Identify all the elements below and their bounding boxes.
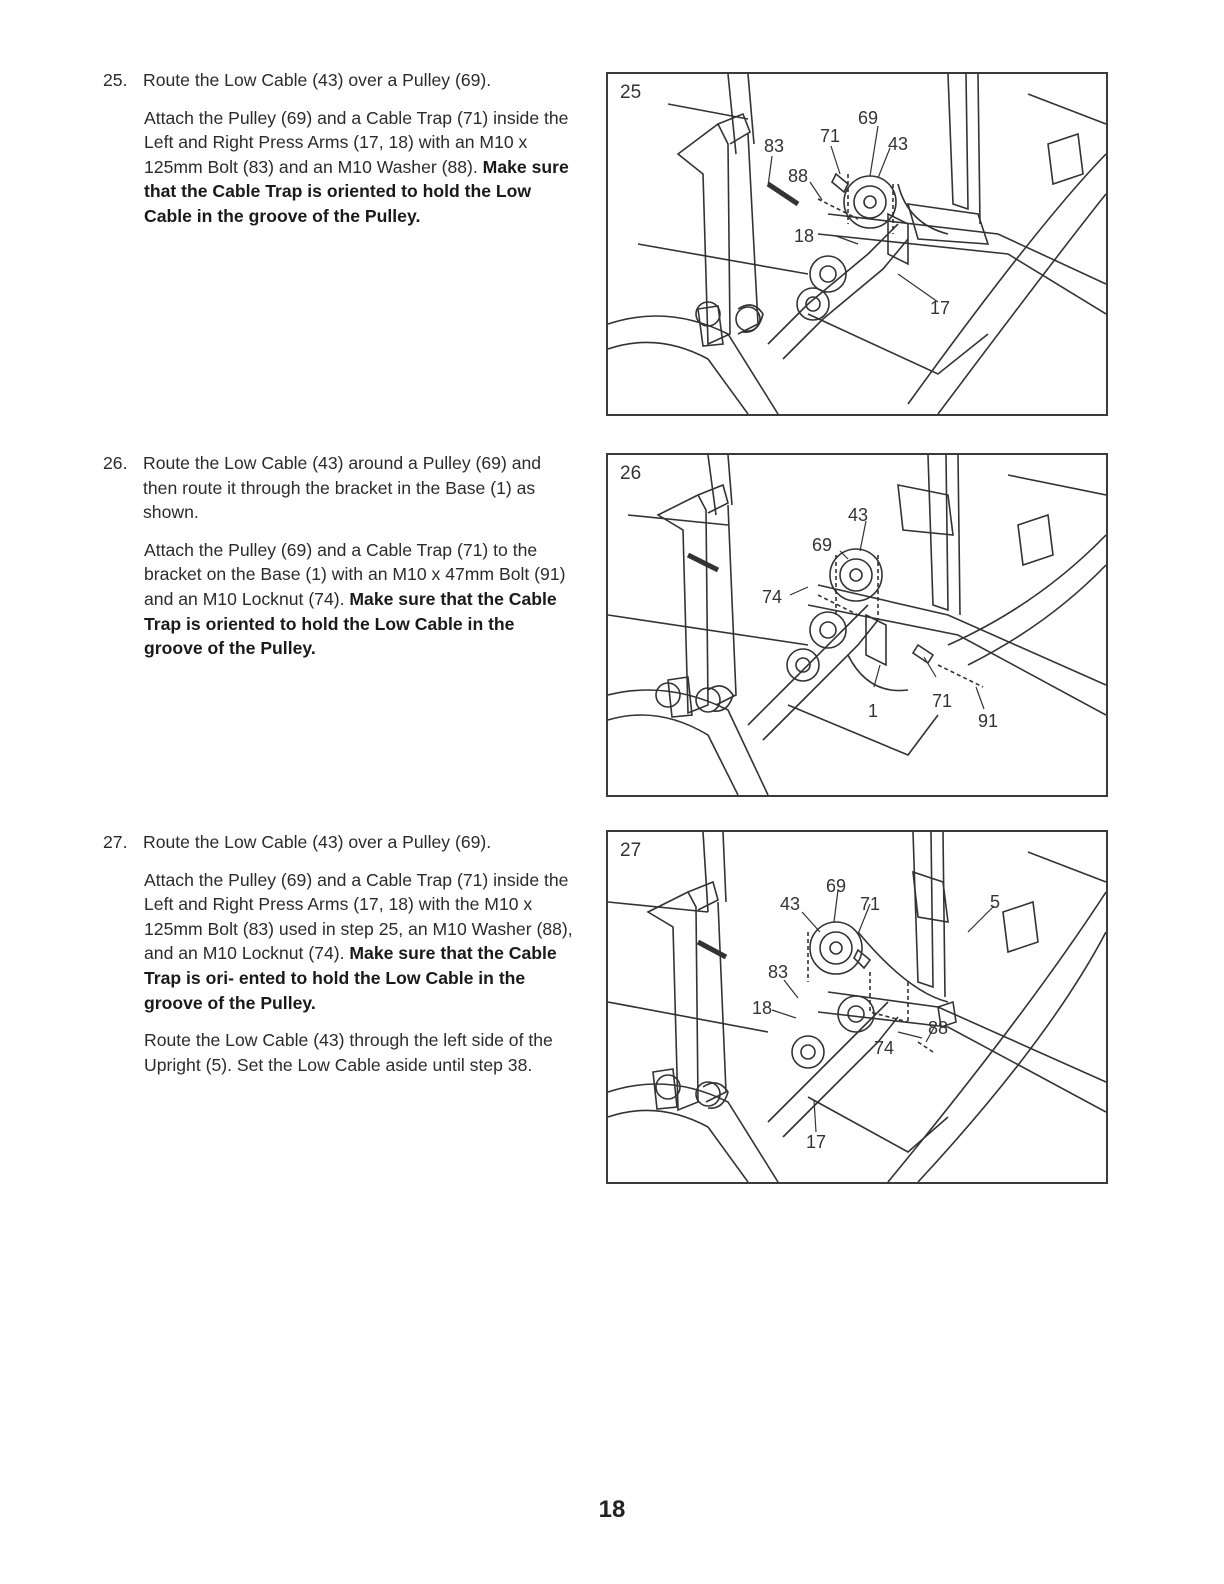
callout-43: 43 [780,894,801,914]
callout-71: 71 [860,894,881,914]
callout-17: 17 [806,1132,827,1152]
callout-18: 18 [752,998,773,1018]
step-heading: 27. Route the Low Cable (43) over a Pulley (69). [103,832,492,852]
figure-label: 25 [620,82,642,103]
callout-83: 83 [768,962,789,982]
callout-43: 43 [888,134,909,154]
step-instructions: Attach the Pulley (69) and a Cable Trap (71) inside the Left and Right Press Arms (17, 18) with the M10 x 125mm Bolt (83) used in step 25, an M10 Washer (88), and an M10 Locknut (74). Make sure that the Cable Trap is ori- ented to hold the Low Cable in the groove of the Pulley. [144,869,573,1013]
callout-71: 71 [820,126,841,146]
callout-17: 17 [930,298,951,318]
step-26 [104,451,574,661]
figure-label: 26 [620,463,642,484]
step-heading: 25. Route the Low Cable (43) over a Pulley (69). [103,70,492,90]
callout-88: 88 [928,1018,949,1038]
figure-25 [606,72,1108,416]
callout-71: 71 [932,691,953,711]
figure-label: 27 [620,840,642,861]
assembly-illustration [608,832,1106,1182]
figure-27 [606,830,1108,1184]
callout-43: 43 [848,505,869,525]
step-instructions-2: Route the Low Cable (43) through the left side of the Upright (5). Set the Low Cable aside until step 38. [144,1030,553,1075]
callout-69: 69 [812,535,833,555]
step-heading: 26. Route the Low Cable (43) around a Pulley (69) and then route it through the bracket in the Base (1) as shown. [103,453,542,523]
callout-74: 74 [762,587,783,607]
assembly-illustration [608,74,1106,414]
assembly-illustration [608,455,1106,795]
callout-5: 5 [990,892,1001,912]
callout-69: 69 [826,876,847,896]
step-instructions: Attach the Pulley (69) and a Cable Trap (71) to the bracket on the Base (1) with an M10 x 47mm Bolt (91) and an M10 Locknut (74). Make sure that the Cable Trap is oriented to hold the Low Cable in the groove of the Pulley. [144,539,566,659]
callout-69: 69 [858,108,879,128]
callout-1: 1 [868,701,879,721]
callout-91: 91 [978,711,999,731]
step-instructions: Attach the Pulley (69) and a Cable Trap (71) inside the Left and Right Press Arms (17, 18) with an M10 x 125mm Bolt (83) and an M10 Washer (88). Make sure that the Cable Trap is oriented to hold the Low Cable in the groove of the Pulley. [144,107,569,226]
figure-26 [606,453,1108,797]
callout-18: 18 [794,226,815,246]
callout-74: 74 [874,1038,895,1058]
step-27 [104,830,574,1077]
step-25 [104,68,574,229]
callout-83: 83 [764,136,785,156]
page-number: 18 [598,1496,626,1523]
callout-88: 88 [788,166,809,186]
